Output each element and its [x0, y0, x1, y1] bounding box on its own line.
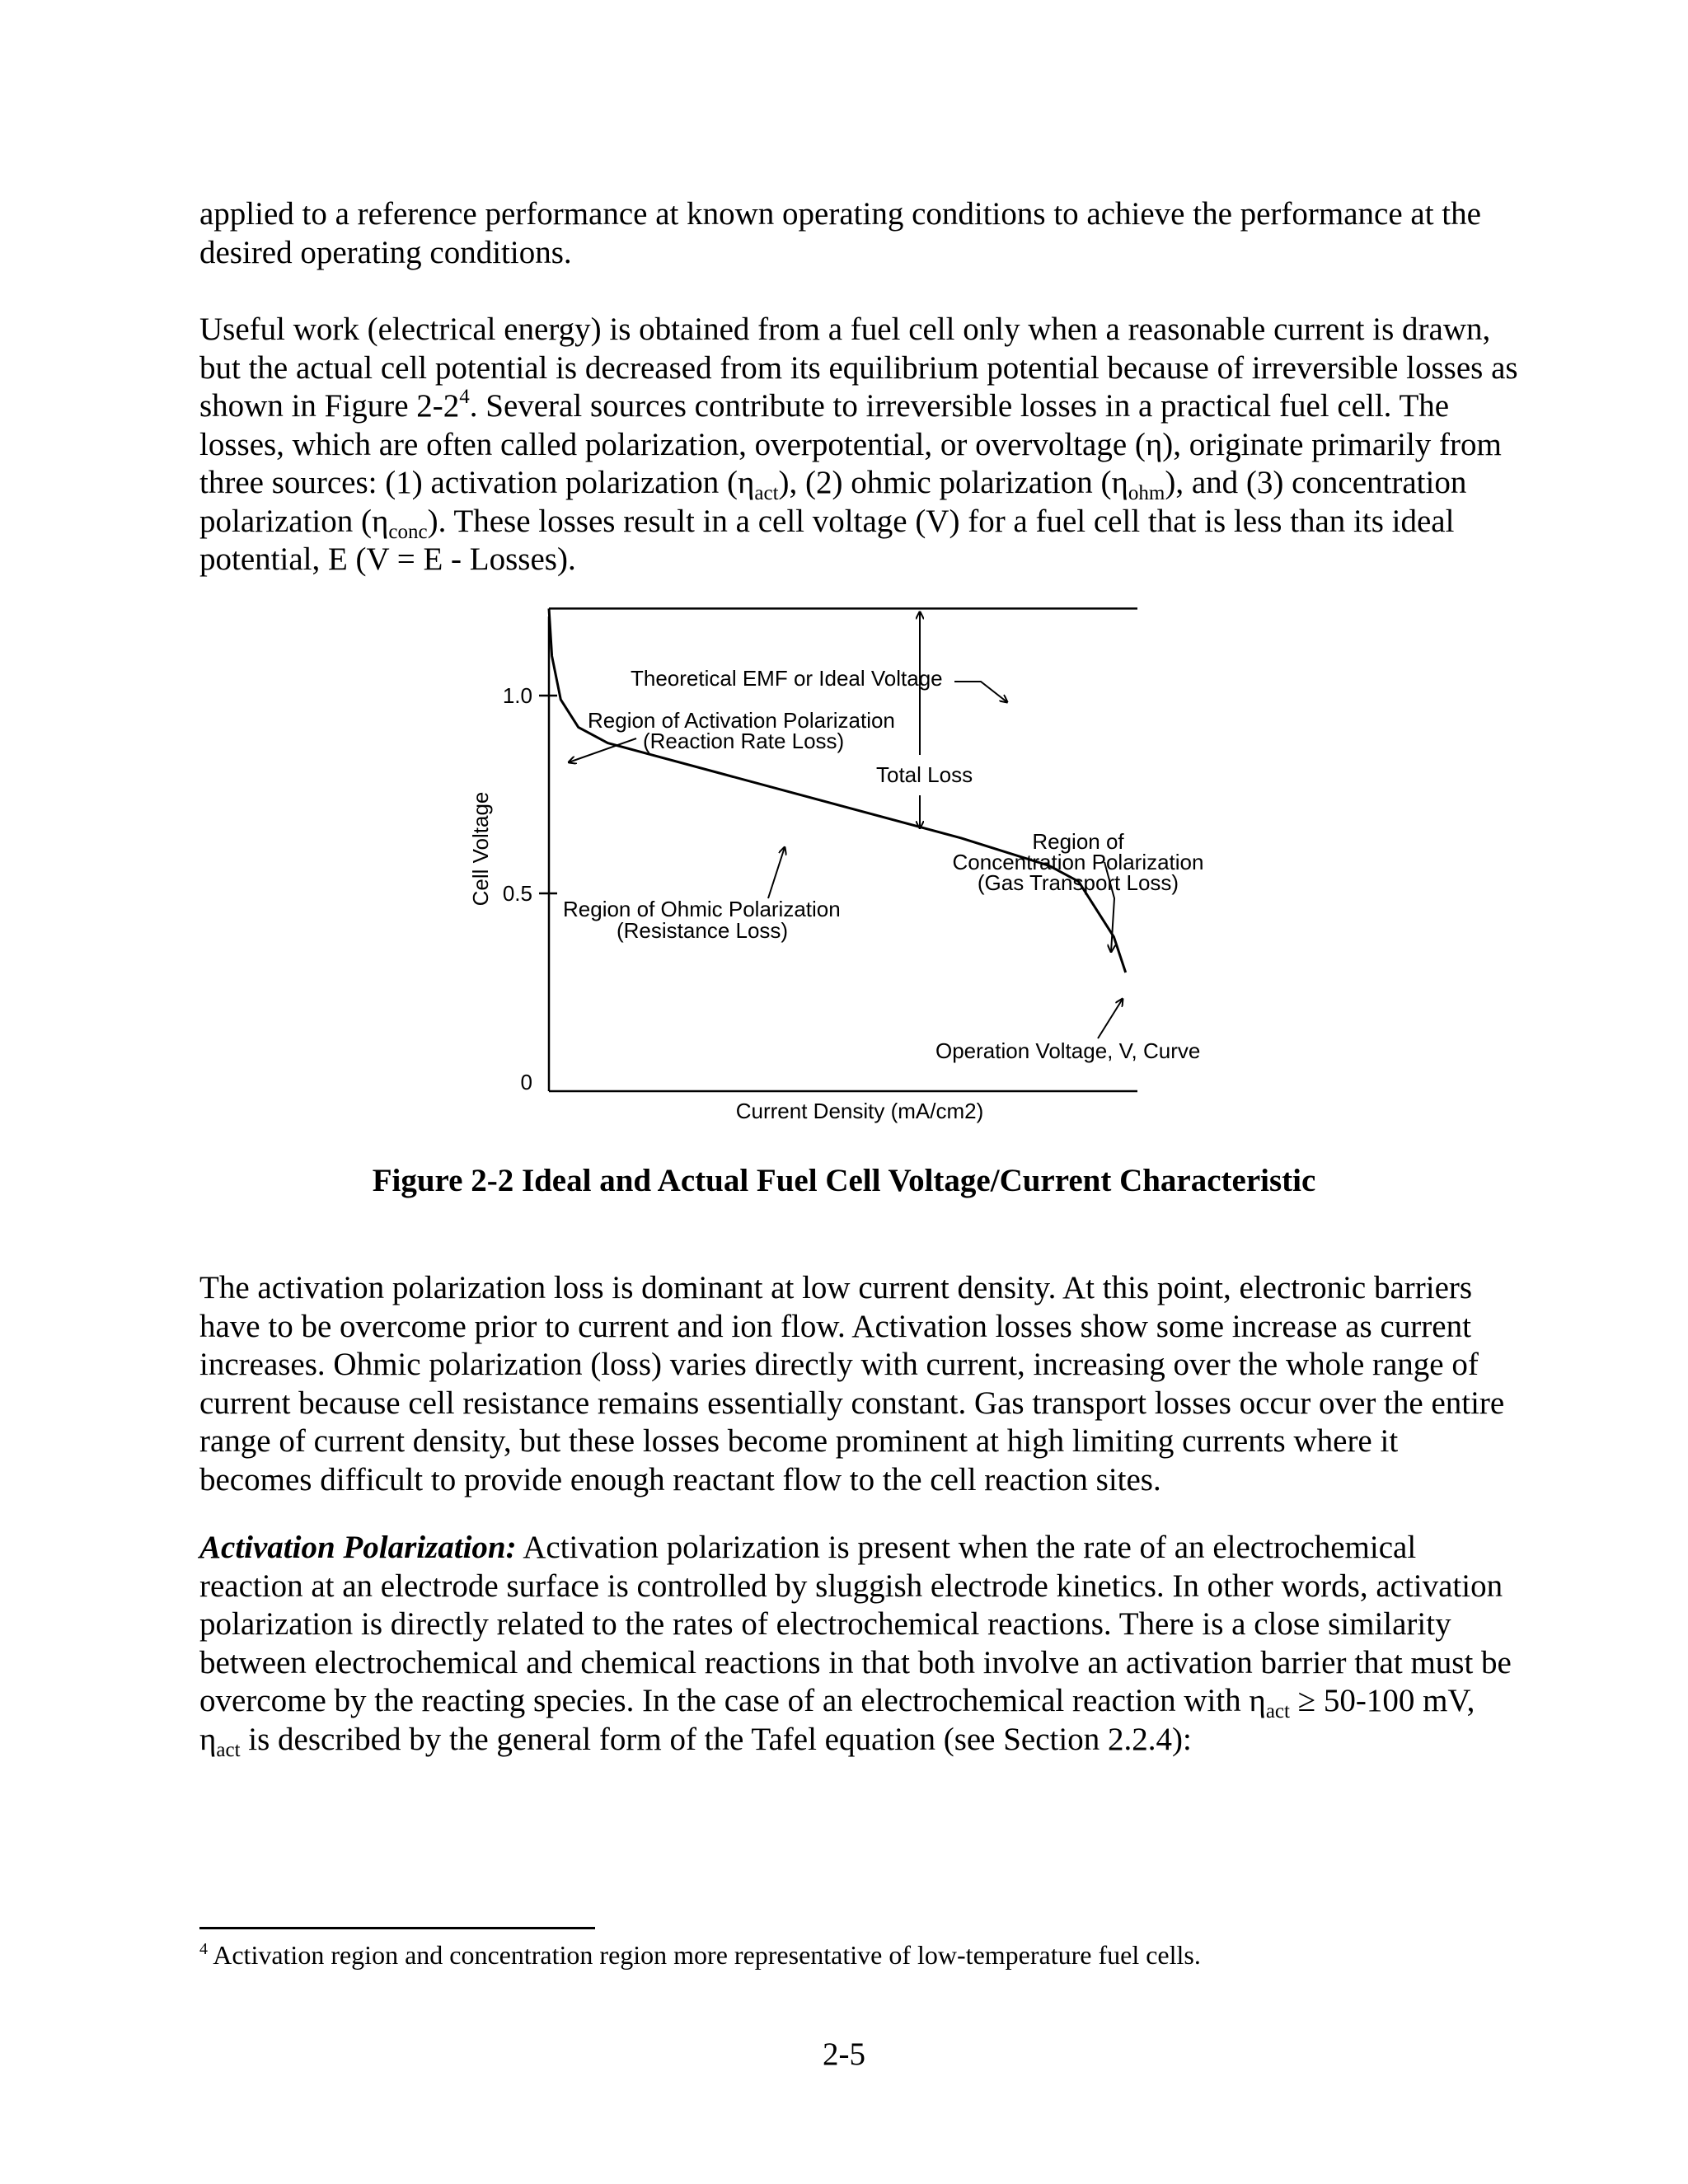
footnote-reference: 4: [459, 386, 470, 408]
footnote: [199, 1938, 1518, 1971]
total-loss-label: Total Loss: [876, 762, 973, 787]
text-run: ). These losses result in a cell voltage (V) for a fuel cell that is less than its ideal potential, E (V = E - Losses).: [199, 503, 1455, 577]
subscript-act: act: [754, 482, 779, 504]
section-run-in-heading: Activation Polarization:: [199, 1530, 517, 1565]
activation-region-label: Region of Activation Polarization: [588, 708, 895, 733]
text-run: ≥ 50-100 mV, η: [199, 1683, 1475, 1757]
footnote-marker: 4: [199, 1940, 208, 1958]
text-run: Useful work (electrical energy) is obtained from a fuel cell only when a reasonable current is drawn, but the actual cell potential is decreased from its equilibrium potential because of irreversible losses as shown in Figure 2-2: [199, 312, 1518, 424]
ohmic-arrow: [768, 847, 785, 898]
subscript-act: act: [1265, 1700, 1290, 1722]
footnote-separator: [199, 1927, 595, 1929]
subscript-act: act: [216, 1738, 241, 1761]
paragraph-loss-regions: The activation polarization loss is dominant at low current density. At this point, electronic barriers have to be overcome prior to current and ion flow. Activation losses show some increase as current increases. Ohmic polarization (loss) varies directly with current, increasing over the whole range of current because cell resistance remains essentially constant. Gas transport losses occur over the entire range of current density, but these losses become prominent at high limiting currents where it becomes difficult to provide enough reactant flow to the cell reaction sites.: [199, 1270, 1505, 1497]
footnote-text: Activation region and concentration region more representative of low-temperature fuel cells.: [208, 1940, 1201, 1970]
chart-tick-labels: [503, 683, 532, 1094]
concentration-region-sublabel: Concentration Polarization: [952, 850, 1204, 874]
concentration-region-sublabel-2: (Gas Transport Loss): [977, 870, 1179, 895]
text-run: . Several sources contribute to irreversible losses in a practical fuel cell. The losses, which are often called polarization, overpotential, or overvoltage (η), originate primarily from three sources: (1) activation polarization (η: [199, 388, 1502, 500]
ideal-voltage-label: Theoretical EMF or Ideal Voltage: [631, 666, 943, 691]
page-number: 2-5: [823, 2036, 865, 2072]
activation-arrow: [569, 738, 636, 762]
text-run: ), (2) ohmic polarization (η: [778, 465, 1128, 500]
y-tick-label: 0.5: [502, 881, 532, 906]
text-run: Activation polarization is present when the rate of an electrochemical reaction at an electrode surface is controlled by sluggish electrode kinetics. In other words, activation polarization is directly related to the rates of electrochemical reactions. There is a close similarity between electrochemical and chemical reactions in that both involve an activation barrier that must be overcome by the reacting species. In the case of an electrochemical reaction with η: [199, 1530, 1512, 1718]
paragraph-activation-polarization: [199, 1529, 1518, 1759]
paragraph-intro-continued: applied to a reference performance at known operating conditions to achieve the performance at the desired operating conditions.: [199, 196, 1481, 270]
operation-curve-arrow: [1098, 999, 1123, 1038]
activation-region-sublabel: (Reaction Rate Loss): [643, 729, 845, 753]
figure-caption: Figure 2-2 Ideal and Actual Fuel Cell Voltage/Current Characteristic: [372, 1163, 1316, 1198]
ohmic-region-label: Region of Ohmic Polarization: [563, 897, 841, 921]
subscript-conc: conc: [388, 520, 428, 543]
concentration-region-label: Region of: [1032, 829, 1124, 854]
y-tick-label: 1.0: [502, 683, 532, 708]
operation-voltage-label: Operation Voltage, V, Curve: [935, 1038, 1201, 1063]
subscript-ohm: ohm: [1128, 482, 1165, 504]
y-tick-label: 0: [520, 1070, 532, 1094]
ideal-label-arrow: [954, 682, 1007, 702]
text-run: ), and (3) concentration polarization (η: [199, 465, 1467, 539]
ohmic-region-sublabel: (Resistance Loss): [617, 918, 789, 943]
x-axis-label: Current Density (mA/cm2): [735, 1099, 984, 1123]
y-axis-label: Cell Voltage: [468, 791, 493, 907]
text-run: is described by the general form of the Tafel equation (see Section 2.2.4):: [240, 1721, 1192, 1757]
